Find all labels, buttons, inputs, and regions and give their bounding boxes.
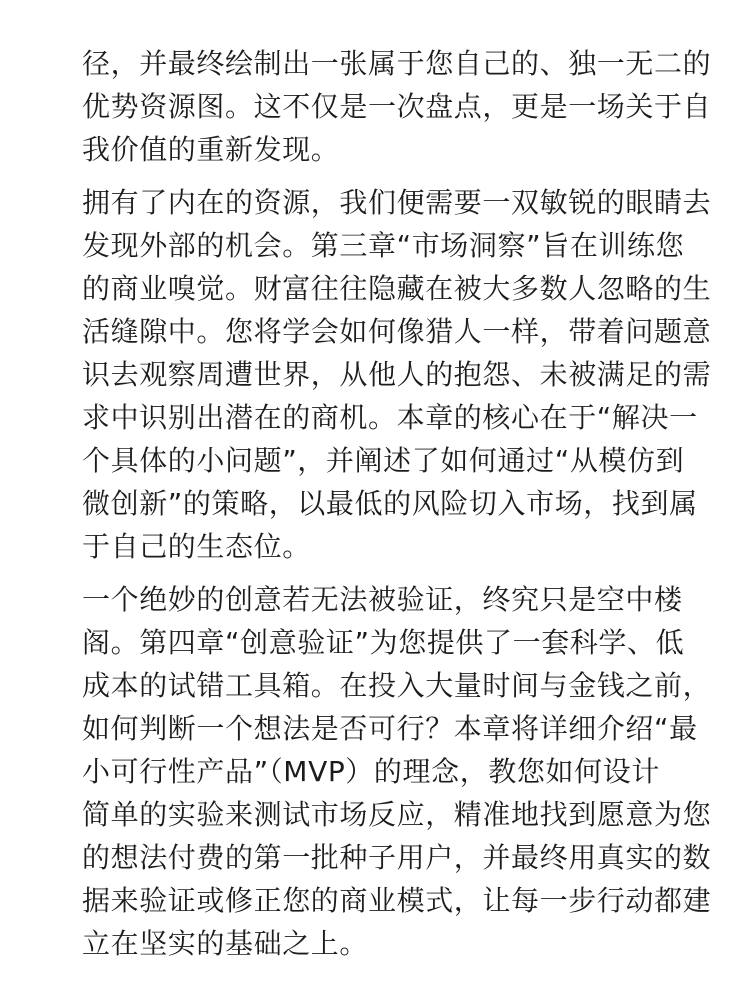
- paragraph-3: [82, 578, 712, 965]
- text-line: 的想法付费的第一批种子用户，并最终用真实的数: [82, 841, 712, 874]
- text-line: 求中识别出潜在的商机。本章的核心在于“解决一: [82, 401, 698, 434]
- text-line: 小可行性产品”（MVP）的理念，教您如何设计: [82, 755, 660, 788]
- text-line: 据来验证或修正您的商业模式，让每一步行动都建: [82, 884, 712, 917]
- text-line: 活缝隙中。您将学会如何像猎人一样，带着问题意: [82, 315, 712, 348]
- text-line: 成本的试错工具箱。在投入大量时间与金钱之前，: [82, 669, 712, 702]
- text-line: 微创新”的策略，以最低的风险切入市场，找到属: [82, 487, 698, 520]
- text-line: 阁。第四章“创意验证”为您提供了一套科学、低: [82, 626, 685, 659]
- text-line: 简单的实验来测试市场反应，精准地找到愿意为您: [82, 798, 712, 831]
- text-line: 立在坚实的基础之上。: [82, 927, 369, 960]
- text-line: 拥有了内在的资源，我们便需要一双敏锐的眼睛去: [82, 186, 712, 219]
- text-line: 识去观察周遭世界，从他人的抱怨、未被满足的需: [82, 358, 712, 391]
- document-body: [82, 42, 712, 975]
- text-line: 于自己的生态位。: [82, 530, 311, 563]
- text-line: 优势资源图。这不仅是一次盘点，更是一场关于自: [82, 90, 712, 123]
- text-line: 如何判断一个想法是否可行？本章将详细介绍“最: [82, 712, 698, 745]
- text-line: 一个绝妙的创意若无法被验证，终究只是空中楼: [82, 583, 683, 616]
- text-line: 发现外部的机会。第三章“市场洞察”旨在训练您: [82, 229, 685, 262]
- paragraph-2: [82, 181, 712, 568]
- paragraph-1: [82, 42, 712, 171]
- text-line: 个具体的小问题”，并阐述了如何通过“从模仿到: [82, 444, 685, 477]
- text-line: 径，并最终绘制出一张属于您自己的、独一无二的: [82, 47, 712, 80]
- text-line: 我价值的重新发现。: [82, 133, 340, 166]
- text-line: 的商业嗅觉。财富往往隐藏在被大多数人忽略的生: [82, 272, 712, 305]
